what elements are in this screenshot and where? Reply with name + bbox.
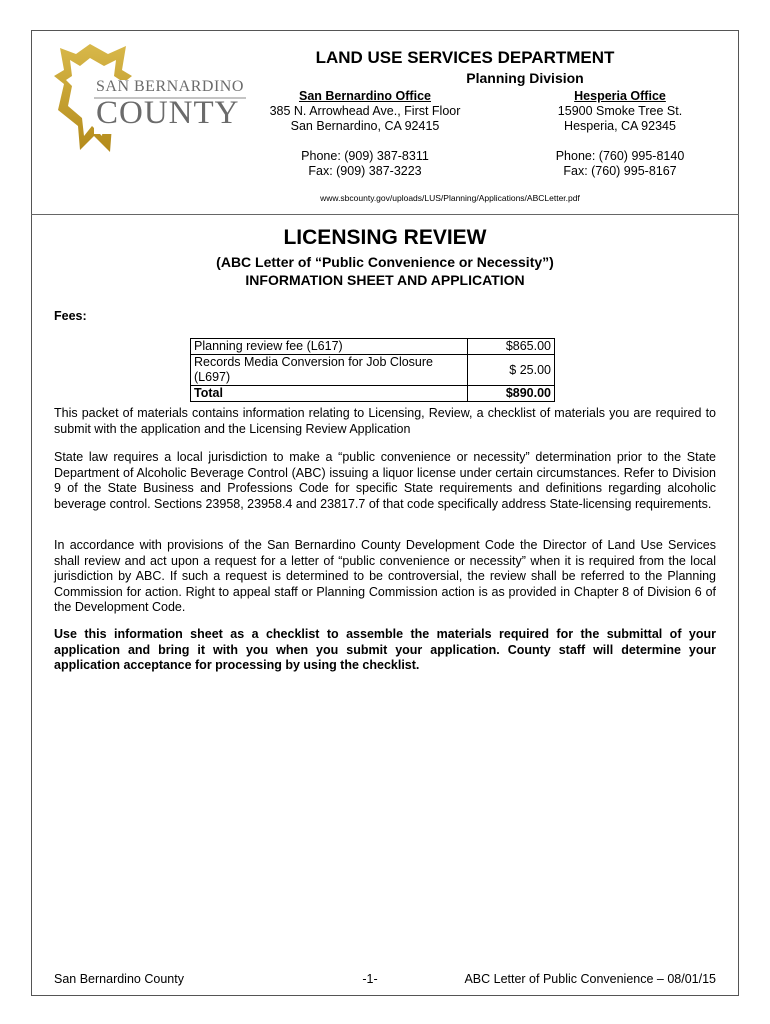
- header-divider: [31, 214, 739, 215]
- office-fax: Fax: (760) 995-8167: [563, 164, 677, 178]
- office-phone: Phone: (760) 995-8140: [555, 149, 685, 163]
- total-label: Total: [191, 386, 468, 402]
- fee-amount: $865.00: [468, 339, 555, 355]
- paragraph-checklist-instructions: Use this information sheet as a checklist to assemble the materials required for the submittal of your application and bring it with you when you submit your application. County staff will determine your application acceptance for processing by using the checklist.: [54, 627, 716, 672]
- subtitle-line2: INFORMATION SHEET AND APPLICATION: [245, 272, 525, 288]
- san-bernardino-office-block: [260, 89, 470, 179]
- subtitle-line1: (ABC Letter of “Public Convenience or Necessity”): [216, 254, 554, 270]
- footer-county: San Bernardino County: [54, 972, 184, 986]
- total-row: [191, 386, 555, 402]
- footer-document-id: ABC Letter of Public Convenience – 08/01/15: [464, 972, 716, 986]
- fee-description: Records Media Conversion for Job Closure (L697): [191, 355, 468, 386]
- total-amount: $890.00: [468, 386, 555, 402]
- logo-text-line2: COUNTY: [96, 95, 240, 131]
- document-subtitle: [120, 253, 650, 289]
- fees-label: Fees:: [54, 309, 87, 323]
- fees-table: [190, 338, 555, 402]
- logo-text-line1: SAN BERNARDINO: [96, 78, 244, 95]
- table-row: [191, 339, 555, 355]
- hesperia-office-block: [520, 89, 720, 179]
- document-url: www.sbcounty.gov/uploads/LUS/Planning/Applications/ABCLetter.pdf: [320, 193, 580, 203]
- paragraph-state-law: State law requires a local jurisdiction to make a “public convenience or necessity” determination prior to the State Department of Alcoholic Beverage Control (ABC) issuing a liquor license under certain circumstances. Refer to Division 9 of the State Business and Professions Code for specific State requirements and definitions regarding alcoholic beverage control. Sections 23958, 23958.4 and 23817.7 of that code specifically address State-licensing requirements.: [54, 450, 716, 511]
- table-row: [191, 355, 555, 386]
- office-address-line1: 15900 Smoke Tree St.: [557, 104, 683, 118]
- office-name: San Bernardino Office: [299, 89, 431, 103]
- office-phone: Phone: (909) 387-8311: [301, 149, 429, 163]
- office-address-line1: 385 N. Arrowhead Ave., First Floor: [269, 104, 461, 118]
- division-title: Planning Division: [466, 70, 584, 86]
- office-address-line2: Hesperia, CA 92345: [564, 119, 676, 133]
- department-title: LAND USE SERVICES DEPARTMENT: [315, 48, 615, 67]
- footer-page-number: -1-: [362, 972, 378, 986]
- office-address-line2: San Bernardino, CA 92415: [290, 119, 440, 133]
- office-name: Hesperia Office: [574, 89, 666, 103]
- document-title: LICENSING REVIEW: [283, 226, 487, 249]
- fee-description: Planning review fee (L617): [191, 339, 468, 355]
- paragraph-intro: This packet of materials contains information relating to Licensing, Review, a checklist of materials you are required to submit with the application and the Licensing Review Application: [54, 406, 716, 436]
- fee-amount: $ 25.00: [468, 355, 555, 386]
- office-fax: Fax: (909) 387-3223: [308, 164, 422, 178]
- paragraph-development-code: In accordance with provisions of the San Bernardino County Development Code the Director of Land Use Services shall review and act upon a request for a letter of “public convenience or necessity” when it is required from the local jurisdiction by ABC. If such a request is determined to be controversial, the review shall be referred to the Planning Commission for action. Right to appeal staff or Planning Commission action is as provided in Chapter 8 of Division 6 of the Development Code.: [54, 538, 716, 614]
